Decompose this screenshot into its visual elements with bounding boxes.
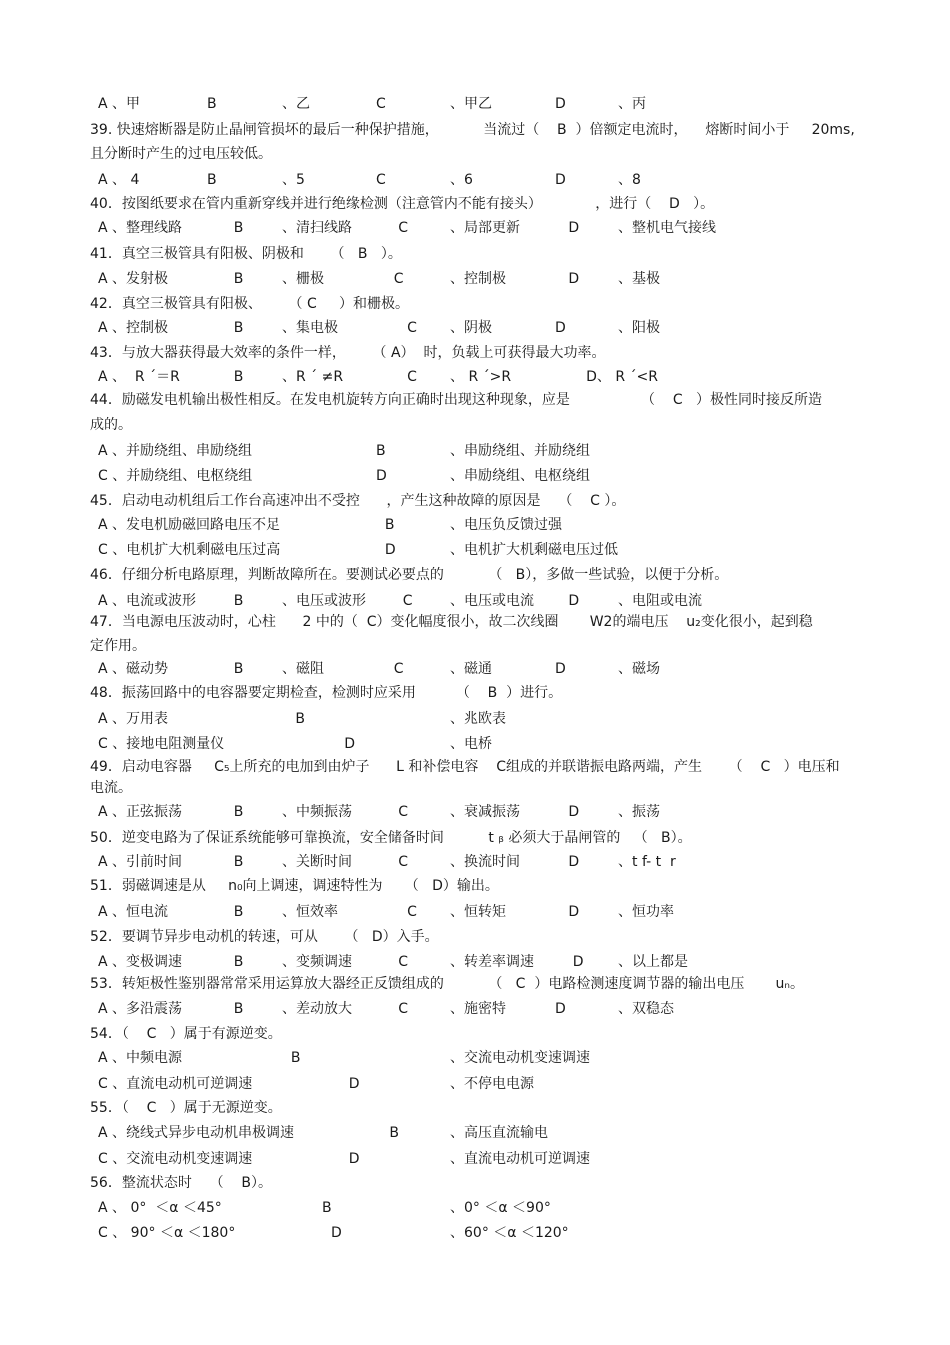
option-text: 、清扫线路	[282, 220, 352, 236]
option-text: D	[555, 804, 580, 820]
option-text: 、电阻或电流	[618, 593, 702, 609]
option-text: C 、并励绕组、电枢绕组	[98, 468, 253, 484]
option-text: C 、 90° ＜α ＜180°	[98, 1225, 236, 1241]
option-text: 、局部更新	[450, 220, 520, 236]
option-text: D	[376, 468, 387, 484]
option-text: D	[282, 1076, 360, 1092]
option-text: 、串励绕组、并励绕组	[450, 443, 590, 459]
option-text: 、恒转矩	[450, 904, 506, 920]
option-text: A 、磁动势	[98, 661, 169, 677]
question-text: 52．要调节异步电动机的转速，可从 （ D）入手。	[90, 929, 439, 945]
option-text: C	[376, 1001, 409, 1017]
option-text: 、 R ˊ>R	[450, 369, 512, 385]
option-text: B	[207, 320, 244, 336]
question-text: 46．仔细分析电路原理，判断故障所在。要测试必要点的 （ B），多做一些试验，以便于分析。	[90, 567, 729, 583]
question-text: 40．按图纸要求在管内重新穿线并进行绝缘检测（注意管内不能有接头） ，进行（ D ）。	[90, 196, 715, 212]
option-text: D	[555, 593, 580, 609]
option-text: 、衰减振荡	[450, 804, 520, 820]
option-text: C	[376, 661, 404, 677]
option-text: 、6	[450, 172, 473, 188]
option-text: C	[376, 220, 409, 236]
option-text: B	[282, 711, 305, 727]
option-text: 、高压直流输电	[450, 1125, 548, 1141]
option-text: 、甲乙	[450, 96, 492, 112]
question-text: 55．（ C ）属于无源逆变。	[90, 1100, 282, 1116]
option-text: 、R ˊ ≠R	[282, 369, 344, 385]
option-text: A 、万用表	[98, 711, 169, 727]
option-text: 、以上都是	[618, 954, 688, 970]
option-text: D	[555, 220, 580, 236]
option-text: D	[282, 736, 356, 752]
option-text: C	[376, 854, 409, 870]
option-text: B	[282, 1200, 332, 1216]
option-text: 、电压或电流	[450, 593, 534, 609]
option-text: 、不停电电源	[450, 1076, 534, 1092]
option-text: 、电机扩大机剩磁电压过低	[450, 542, 618, 558]
question-text: 50．逆变电路为了保证系统能够可靠换流，安全储备时间 t ᵦ 必须大于晶闸管的 （ B）。	[90, 830, 692, 846]
option-text: B	[207, 854, 244, 870]
option-text: D	[555, 1001, 566, 1017]
option-text: 、磁通	[450, 661, 492, 677]
option-text: D	[555, 172, 566, 188]
option-text: 、双稳态	[618, 1001, 674, 1017]
question-text: 49．启动电容器 C₅上所充的电加到由炉子 L 和补偿电容 C组成的并联谐振电路两端，产生 （ C ）电压和	[90, 759, 840, 775]
option-text: B	[207, 804, 244, 820]
option-text: A 、 0° ＜α ＜45°	[98, 1200, 222, 1216]
option-text: D	[282, 1225, 342, 1241]
option-text: 、串励绕组、电枢绕组	[450, 468, 590, 484]
option-text: A 、控制极	[98, 320, 169, 336]
option-text: B	[207, 220, 244, 236]
option-text: A 、中频电源	[98, 1050, 183, 1066]
option-text: C 、直流电动机可逆调速	[98, 1076, 253, 1092]
option-text: 、控制极	[450, 271, 506, 287]
option-text: A 、 4	[98, 172, 140, 188]
option-text: 、换流时间	[450, 854, 520, 870]
option-text: 、中频振荡	[282, 804, 352, 820]
question-text: 成的。	[90, 417, 132, 433]
option-text: 、变频调速	[282, 954, 352, 970]
option-text: B	[207, 96, 217, 112]
option-text: D	[282, 1151, 360, 1167]
option-text: C 、接地电阻测量仪	[98, 736, 225, 752]
option-text: C	[376, 369, 417, 385]
option-text: 、60° ＜α ＜120°	[450, 1225, 569, 1241]
option-text: B	[207, 1001, 244, 1017]
option-text: 、磁阻	[282, 661, 324, 677]
question-text: 56．整流状态时 （ B）。	[90, 1175, 273, 1191]
option-text: 、基极	[618, 271, 660, 287]
option-text: C	[376, 271, 404, 287]
option-text: 、乙	[282, 96, 310, 112]
question-text: 电流。	[90, 780, 132, 796]
question-text: 41．真空三极管具有阳极、阴极和 （ B ）。	[90, 246, 402, 262]
question-text: 39. 快速熔断器是防止晶闸管损坏的最后一种保护措施， 当流过（ B ）倍额定电流时， 熔断时间小于 20ms,	[90, 122, 855, 138]
option-text: C	[376, 320, 417, 336]
option-text: C	[376, 172, 386, 188]
option-text: 、电压负反馈过强	[450, 517, 562, 533]
option-text: 、集电极	[282, 320, 338, 336]
option-text: B	[207, 593, 244, 609]
question-text: 53．转矩极性鉴别器常常采用运算放大器经正反馈组成的 （ C ）电路检测速度调节器的输出电压 uₙ。	[90, 976, 804, 992]
option-text: A 、并励绕组、串励绕组	[98, 443, 253, 459]
option-text: 、t f- t r	[618, 854, 676, 870]
option-text: B	[207, 172, 217, 188]
option-text: 、直流电动机可逆调速	[450, 1151, 590, 1167]
option-text: D、 R ˊ<R	[555, 369, 659, 385]
option-text: D	[555, 854, 580, 870]
option-text: D	[555, 954, 584, 970]
question-text: 48．振荡回路中的电容器要定期检查，检测时应采用 （ B ）进行。	[90, 685, 563, 701]
option-text: 、转差率调速	[450, 954, 534, 970]
question-text: 且分断时产生的过电压较低。	[90, 146, 272, 162]
option-text: 、整机电气接线	[618, 220, 716, 236]
option-text: C 、交流电动机变速调速	[98, 1151, 253, 1167]
option-text: 、8	[618, 172, 641, 188]
option-text: A 、多沿震荡	[98, 1001, 183, 1017]
question-text: 44．励磁发电机输出极性相反。在发电机旋转方向正确时出现这种现象，应是 （ C ）极性同时接反所造	[90, 392, 822, 408]
option-text: 、栅极	[282, 271, 324, 287]
option-text: C 、电机扩大机剩磁电压过高	[98, 542, 281, 558]
option-text: B	[207, 661, 244, 677]
option-text: A 、恒电流	[98, 904, 169, 920]
question-text: 51．弱磁调速是从 n₀向上调速，调速特性为 （ D）输出。	[90, 878, 499, 894]
option-text: 、施密特	[450, 1001, 506, 1017]
option-text: C	[376, 593, 413, 609]
option-text: C	[376, 954, 409, 970]
option-text: D	[555, 320, 566, 336]
option-text: B	[376, 443, 386, 459]
option-text: B	[207, 369, 244, 385]
question-text: 45．启动电动机组后工作台高速冲出不受控 ，产生这种故障的原因是 （ C ）。	[90, 493, 626, 509]
option-text: 、电桥	[450, 736, 492, 752]
option-text: B	[376, 1125, 399, 1141]
option-text: C	[376, 804, 409, 820]
option-text: 、丙	[618, 96, 646, 112]
option-text: C	[376, 904, 417, 920]
question-text: 42．真空三极管具有阳极、 （ C ）和栅极。	[90, 296, 409, 312]
question-text: 43．与放大器获得最大效率的条件一样， （ A） 时，负载上可获得最大功率。	[90, 345, 606, 361]
question-text: 54．（ C ）属于有源逆变。	[90, 1026, 282, 1042]
option-text: 、振荡	[618, 804, 660, 820]
option-text: A 、变极调速	[98, 954, 183, 970]
option-text: A 、发射极	[98, 271, 169, 287]
option-text: A 、电流或波形	[98, 593, 197, 609]
option-text: 、恒功率	[618, 904, 674, 920]
option-text: A 、甲	[98, 96, 141, 112]
option-text: A 、发电机励磁回路电压不足	[98, 517, 281, 533]
option-text: B	[207, 904, 244, 920]
option-text: 、阳极	[618, 320, 660, 336]
option-text: B	[282, 1050, 301, 1066]
option-text: 、5	[282, 172, 305, 188]
option-text: B	[207, 954, 244, 970]
option-text: D	[555, 661, 566, 677]
option-text: 、磁场	[618, 661, 660, 677]
option-text: 、恒效率	[282, 904, 338, 920]
question-text: 定作用。	[90, 638, 146, 654]
option-text: A 、引前时间	[98, 854, 183, 870]
option-text: A 、绕线式异步电动机串极调速	[98, 1125, 295, 1141]
option-text: D	[555, 96, 566, 112]
option-text: 、交流电动机变速调速	[450, 1050, 590, 1066]
option-text: 、阴极	[450, 320, 492, 336]
option-text: B	[376, 517, 395, 533]
option-text: B	[207, 271, 244, 287]
option-text: C	[376, 96, 386, 112]
option-text: A 、 R ˊ＝R	[98, 369, 180, 385]
question-text: 47．当电源电压波动时，心柱 2 中的（ C）变化幅度很小，故二次线圈 W2的端电压 u₂变化很小，起到稳	[90, 614, 813, 630]
option-text: 、差动放大	[282, 1001, 352, 1017]
option-text: 、关断时间	[282, 854, 352, 870]
option-text: D	[555, 904, 580, 920]
option-text: 、兆欧表	[450, 711, 506, 727]
option-text: 、电压或波形	[282, 593, 366, 609]
option-text: D	[555, 271, 580, 287]
option-text: A 、整理线路	[98, 220, 183, 236]
option-text: A 、正弦振荡	[98, 804, 183, 820]
option-text: 、0° ＜α ＜90°	[450, 1200, 551, 1216]
option-text: D	[376, 542, 396, 558]
